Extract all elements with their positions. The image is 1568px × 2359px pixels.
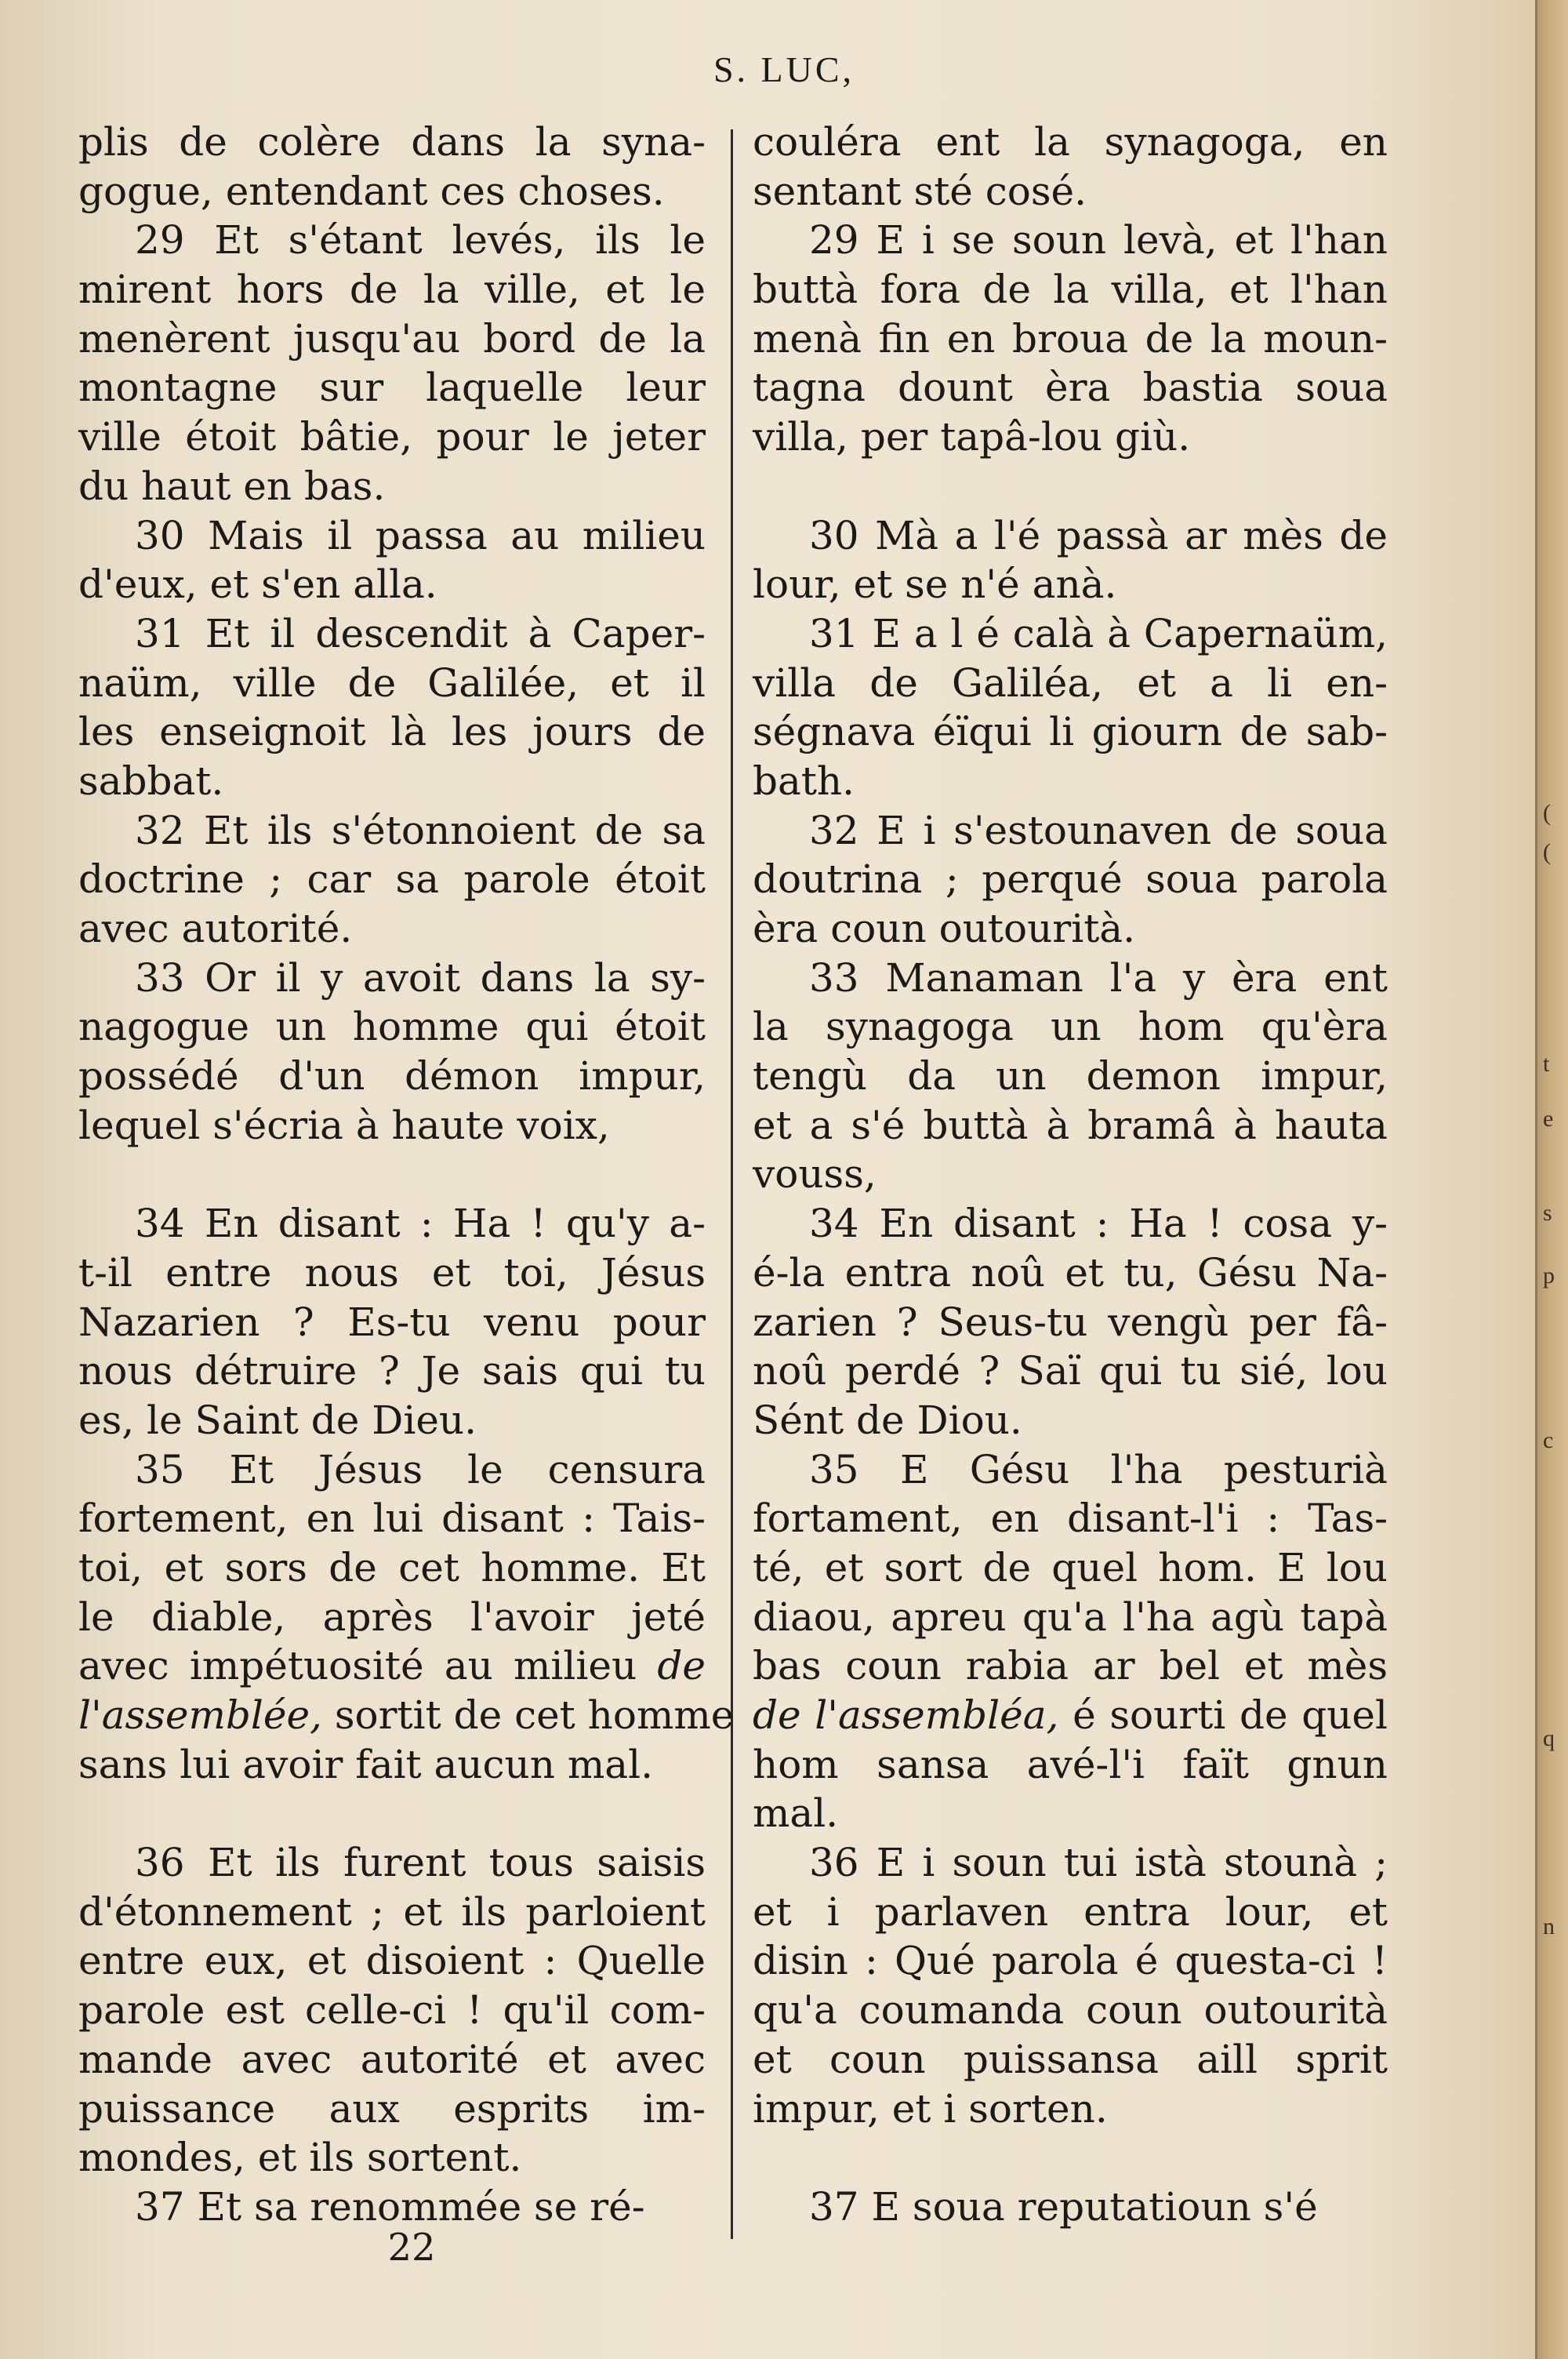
running-head: S. LUC, <box>713 49 855 89</box>
verse-paragraph <box>753 806 1388 954</box>
paragraph-gap <box>753 462 1388 511</box>
verse-paragraph <box>78 118 706 216</box>
text-line: et i parlaven entra lour, et <box>753 1888 1388 1935</box>
text-line: parole est celle-ci ! qu'il com- <box>78 1987 706 2034</box>
verse-paragraph <box>78 2183 706 2232</box>
verse-paragraph <box>753 511 1388 609</box>
text-line: disin : Qué parola é questa-ci ! <box>753 1938 1388 1984</box>
text-line: fortement, en lui disant : Tais- <box>78 1496 706 1542</box>
text-line: 32 Et ils s'étonnoient de sa <box>135 807 706 853</box>
text-line: Nazarien ? Es-tu venu pour <box>78 1299 706 1345</box>
column-rule <box>731 129 733 2239</box>
text-line: 34 En disant : Ha ! qu'y a- <box>135 1201 706 1247</box>
italic-word: de <box>657 1643 706 1689</box>
verse-paragraph <box>78 954 706 1150</box>
text-line: 37 Et sa renommée se ré- <box>135 2183 645 2230</box>
verse-paragraph <box>753 1838 1388 2133</box>
text-line: tagna dount èra bastia soua <box>753 365 1388 411</box>
text-line: plis de colère dans la syna- <box>78 119 706 165</box>
verse-paragraph <box>78 1445 735 1790</box>
edge-letter: p <box>1543 1263 1555 1289</box>
text-line: 31 E a l é calà à Capernaüm, <box>809 610 1388 656</box>
line-text: é sourti de quel <box>1073 1692 1388 1738</box>
text-line: 33 Manaman l'a y èra ent <box>809 954 1388 1001</box>
edge-letter: c <box>1543 1427 1554 1453</box>
edge-letter: ( <box>1543 839 1551 865</box>
edge-letter: ( <box>1543 800 1551 826</box>
text-line: d'étonnement ; et ils parloient <box>78 1888 706 1935</box>
text-line: mande avec autorité et avec <box>78 2036 706 2082</box>
edge-letter: s <box>1543 1200 1552 1226</box>
text-line: montagne sur laquelle leur <box>78 365 706 411</box>
text-line: mal. <box>753 1790 839 1837</box>
verse-paragraph <box>753 1445 1388 1839</box>
text-line: sans lui avoir fait aucun mal. <box>78 1741 653 1787</box>
text-line: lour, et se n'é anà. <box>753 562 1117 608</box>
verse-paragraph <box>753 118 1388 216</box>
edge-letter: n <box>1543 1914 1555 1939</box>
text-line: Sént de Diou. <box>753 1397 1022 1443</box>
text-line: 35 E Gésu l'ha pesturià <box>809 1446 1388 1492</box>
text-line: hom sansa avé-l'i faït gnun <box>753 1741 1388 1787</box>
verse-paragraph <box>78 1838 706 2183</box>
verse-paragraph <box>753 954 1388 1199</box>
text-line: 37 E soua reputatioun s'é <box>809 2183 1318 2230</box>
line-text: avec impétuosité au milieu <box>78 1643 637 1689</box>
next-page-edge <box>1535 0 1568 2359</box>
text-line: du haut en bas. <box>78 463 386 509</box>
text-line: 29 Et s'étant levés, ils le <box>135 217 706 264</box>
text-line: ségnava éïqui li giourn de sab- <box>753 709 1388 755</box>
text-line: buttà fora de la villa, et l'han <box>753 267 1388 313</box>
text-line: zarien ? Seus-tu vengù per fâ- <box>753 1299 1388 1345</box>
text-line: possédé d'un démon impur, <box>78 1053 706 1100</box>
text-line: bas coun rabia ar bel et mès <box>753 1643 1388 1689</box>
paragraph-gap <box>753 2133 1388 2183</box>
french-column <box>78 118 735 2232</box>
edge-letter: e <box>1543 1106 1554 1132</box>
text-line: é-la entra noû et tu, Gésu Na- <box>753 1249 1388 1296</box>
text-line: nagogue un homme qui étoit <box>78 1004 706 1050</box>
text-line: menèrent jusqu'au bord de la <box>78 315 706 362</box>
text-line: le diable, après l'avoir jeté <box>78 1594 706 1640</box>
verse-paragraph <box>78 1199 706 1445</box>
text-line: fortament, en disant-l'i : Tas- <box>753 1496 1388 1542</box>
text-line: entre eux, et disoient : Quelle <box>78 1938 706 1984</box>
italic-phrase: l'assemblée, <box>78 1692 322 1738</box>
text-line: mirent hors de la ville, et le <box>78 267 706 313</box>
verse-paragraph <box>78 806 706 954</box>
verse-paragraph <box>753 2183 1388 2232</box>
text-line: èra coun outourità. <box>753 906 1135 951</box>
text-line: 29 E i se soun levà, et l'han <box>809 217 1388 264</box>
text-line: 30 Mà a l'é passà ar mès de <box>809 512 1388 558</box>
page-number: 22 <box>387 2226 436 2270</box>
text-line: noû perdé ? Saï qui tu sié, lou <box>753 1348 1388 1394</box>
text-line: et coun puissansa aill sprit <box>753 2036 1388 2082</box>
text-line: mondes, et ils sortent. <box>78 2135 522 2181</box>
text-line: toi, et sors de cet homme. Et <box>78 1544 706 1590</box>
text-line: bath. <box>753 758 855 804</box>
text-line <box>753 1691 1388 1740</box>
text-line: 30 Mais il passa au milieu <box>135 512 706 558</box>
text-line: les enseignoit là les jours de <box>78 709 706 755</box>
text-line: es, le Saint de Dieu. <box>78 1397 477 1443</box>
text-line: gogue, entendant ces choses. <box>78 168 665 214</box>
text-line: nous détruire ? Je sais qui tu <box>78 1348 706 1394</box>
text-line: té, et sort de quel hom. E lou <box>753 1544 1388 1590</box>
text-line <box>78 1641 706 1691</box>
text-line: 35 Et Jésus le censura <box>135 1446 706 1492</box>
verse-paragraph <box>78 216 706 511</box>
text-line: impur, et i sorten. <box>753 2085 1108 2132</box>
text-line: 32 E i s'estounaven de soua <box>809 807 1388 853</box>
text-line: doutrina ; perqué soua parola <box>753 856 1388 903</box>
edge-letter: q <box>1543 1725 1555 1751</box>
text-line: la synagoga un hom qu'èra <box>753 1004 1388 1050</box>
text-line: t-il entre nous et toi, Jésus <box>78 1249 706 1296</box>
verse-paragraph <box>753 216 1388 461</box>
text-line: et a s'é buttà à bramâ à hauta <box>753 1102 1388 1148</box>
text-line: sentant sté cosé. <box>753 168 1087 214</box>
verse-paragraph <box>78 511 706 609</box>
text-line: 34 En disant : Ha ! cosa y- <box>809 1201 1388 1247</box>
text-line: d'eux, et s'en alla. <box>78 562 437 608</box>
edge-letter: t <box>1543 1051 1550 1077</box>
text-line: 36 E i soun tui istà stounà ; <box>809 1840 1388 1886</box>
text-line: tengù da un demon impur, <box>753 1053 1388 1100</box>
text-line: couléra ent la synagoga, en <box>753 119 1388 165</box>
text-line <box>78 1691 735 1740</box>
nissart-column <box>753 118 1388 2232</box>
text-line: villa, per tapâ-lou giù. <box>753 414 1191 460</box>
text-line: 33 Or il y avoit dans la sy- <box>135 954 706 1001</box>
text-line: 31 Et il descendit à Caper- <box>135 610 706 656</box>
line-text: sortit de cet homme <box>334 1692 735 1738</box>
text-line: 36 Et ils furent tous saisis <box>135 1840 706 1886</box>
text-line: menà fin en broua de la moun- <box>753 315 1388 362</box>
verse-paragraph <box>78 609 706 806</box>
italic-phrase: de l'assembléa, <box>753 1692 1059 1738</box>
text-line: qu'a coumanda coun outourità <box>753 1987 1388 2034</box>
text-line: villa de Galiléa, et a li en- <box>753 660 1388 706</box>
text-line: vouss, <box>753 1151 877 1198</box>
verse-paragraph <box>753 609 1388 806</box>
text-line: doctrine ; car sa parole étoit <box>78 856 706 903</box>
text-line: puissance aux esprits im- <box>78 2085 706 2132</box>
paragraph-gap <box>78 1150 706 1199</box>
text-line: avec autorité. <box>78 906 353 951</box>
text-line: diaou, apreu qu'a l'ha agù tapà <box>753 1594 1388 1640</box>
text-line: sabbat. <box>78 758 224 804</box>
text-line: lequel s'écria à haute voix, <box>78 1102 610 1148</box>
text-line: ville étoit bâtie, pour le jeter <box>78 414 706 460</box>
paragraph-gap <box>78 1789 706 1838</box>
verse-paragraph <box>753 1199 1388 1445</box>
text-line: naüm, ville de Galilée, et il <box>78 660 706 706</box>
